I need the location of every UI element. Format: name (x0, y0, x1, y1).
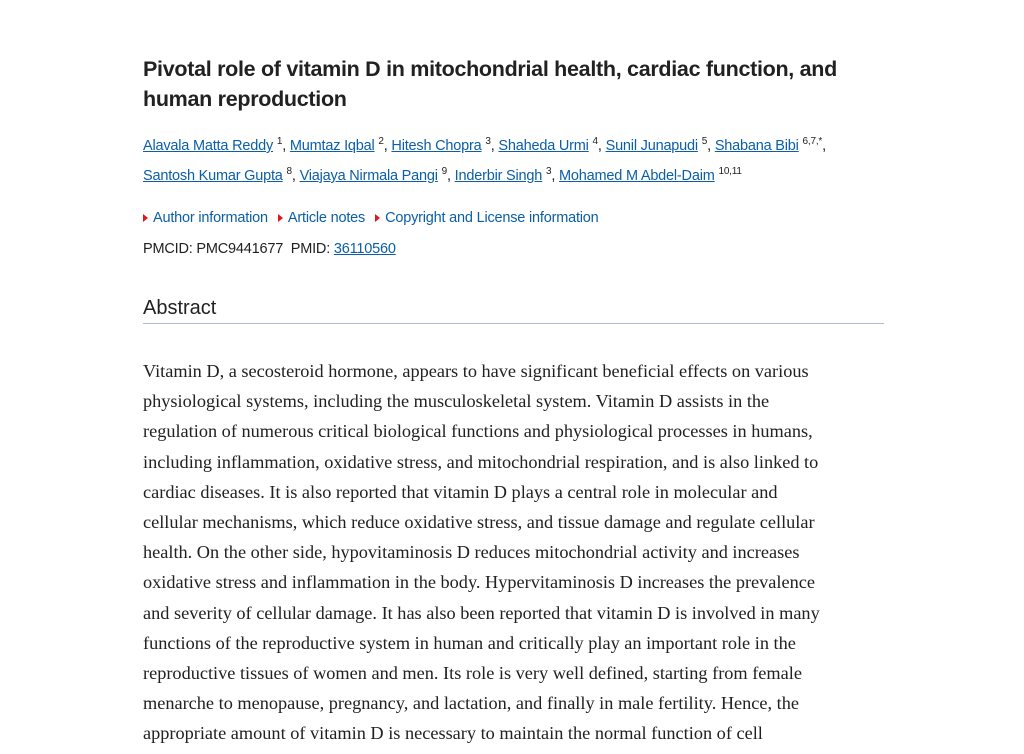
author-link[interactable]: Sunil Junapudi (605, 138, 698, 154)
abstract-body (143, 356, 884, 749)
pmcid-label: PMCID: (143, 241, 193, 257)
abstract-line: including inflammation, oxidative stress, and mitochondrial respiration, and is also linked to (143, 451, 819, 472)
author-link[interactable]: Shaheda Urmi (498, 138, 589, 154)
author-link[interactable]: Mumtaz Iqbal (289, 138, 375, 154)
abstract-line: Vitamin D, a secosteroid hormone, appears to have significant beneficial effects on various (143, 361, 809, 381)
affiliation-sup: 9 (441, 166, 447, 177)
author-link[interactable]: Alavala Matta Reddy (143, 138, 273, 154)
pmid-link[interactable]: 36110560 (333, 241, 396, 257)
abstract-line: cardiac diseases. It is also reported that vitamin D plays a central role in molecular and (143, 481, 778, 502)
copyright-license-toggle[interactable] (375, 210, 598, 226)
affiliation-sup: 3 (485, 136, 491, 147)
toggle-label: Article notes (287, 210, 366, 226)
abstract-line: oxidative stress and inflammation in the body. Hypervitaminosis D increases the prevalence (143, 572, 815, 593)
abstract-line: cellular mechanisms, which reduce oxidative stress, and tissue damage and regulate cellular (143, 512, 815, 533)
affiliation-sup: 5 (701, 136, 708, 147)
affiliation-sup: 4 (592, 136, 598, 147)
abstract-line: physiological systems, including the musculoskeletal system. Vitamin D assists in the (143, 391, 770, 412)
abstract-line: and severity of cellular damage. It has also been reported that vitamin D is involved in many (143, 602, 820, 623)
abstract-line: menarche to menopause, pregnancy, and lactation, and finally in male fertility. Hence, the (143, 693, 799, 714)
abstract-line: reproductive tissues of women and men. Its role is very well defined, starting from female (143, 663, 802, 684)
triangle-right-icon (143, 214, 148, 222)
abstract-line: functions of the reproductive system in human and critically play an important role in the (143, 632, 796, 653)
affiliation-sup: 1 (276, 136, 283, 147)
abstract-line: health. On the other side, hypovitaminosis D reduces mitochondrial activity and increases (143, 542, 800, 563)
abstract-heading: Abstract (143, 297, 884, 324)
affiliation-sup: 8 (286, 166, 292, 177)
pmid-label: PMID: (290, 241, 331, 257)
affiliation-sup: 2 (378, 136, 384, 147)
affiliation-sup: 3 (545, 166, 552, 177)
author-link[interactable]: Viajaya Nirmala Pangi (299, 168, 438, 184)
article-title: Pivotal role of vitamin D in mitochondrial health, cardiac function, and human reproduction (143, 57, 837, 111)
author-link[interactable]: Santosh Kumar Gupta (143, 168, 283, 184)
triangle-right-icon (375, 214, 380, 222)
toggle-label: Copyright and License information (385, 210, 599, 226)
article-info-toggles (143, 210, 599, 226)
triangle-right-icon (278, 214, 283, 222)
affiliation-sup: 6,7,* (802, 136, 823, 147)
abstract-line: regulation of numerous critical biological functions and physiological processes in humans, (143, 421, 813, 442)
author-information-toggle[interactable] (143, 210, 268, 226)
article-notes-toggle[interactable] (278, 210, 365, 226)
toggle-label: Author information (153, 210, 268, 226)
author-list: Alavala Matta Reddy $^1$, Mumtaz Iqbal $^2$, Hitesh Chopra $^3$, Shaheda Urmi $^4$, Sunil Junapudi $^5$, Shabana Bibi $^{6,7,*}$, Santosh Kumar Gupta $^8$, Viajaya Nirmala Pangi $^9$, Inderbir Singh $^3$, Mohamed M Abdel-Daim $^{10,11}$ (143, 136, 826, 184)
author-link[interactable]: Hitesh Chopra (391, 138, 482, 154)
author-link[interactable]: Inderbir Singh (454, 168, 543, 184)
author-link[interactable]: Shabana Bibi (714, 138, 799, 154)
author-link[interactable]: Mohamed M Abdel-Daim (559, 168, 715, 184)
affiliation-sup: 10,11 (718, 166, 742, 177)
pmcid-value: PMC9441677 (196, 241, 284, 257)
abstract-line: appropriate amount of vitamin D is necessary to maintain the normal function of cell (143, 723, 763, 744)
article-identifiers (143, 241, 396, 257)
